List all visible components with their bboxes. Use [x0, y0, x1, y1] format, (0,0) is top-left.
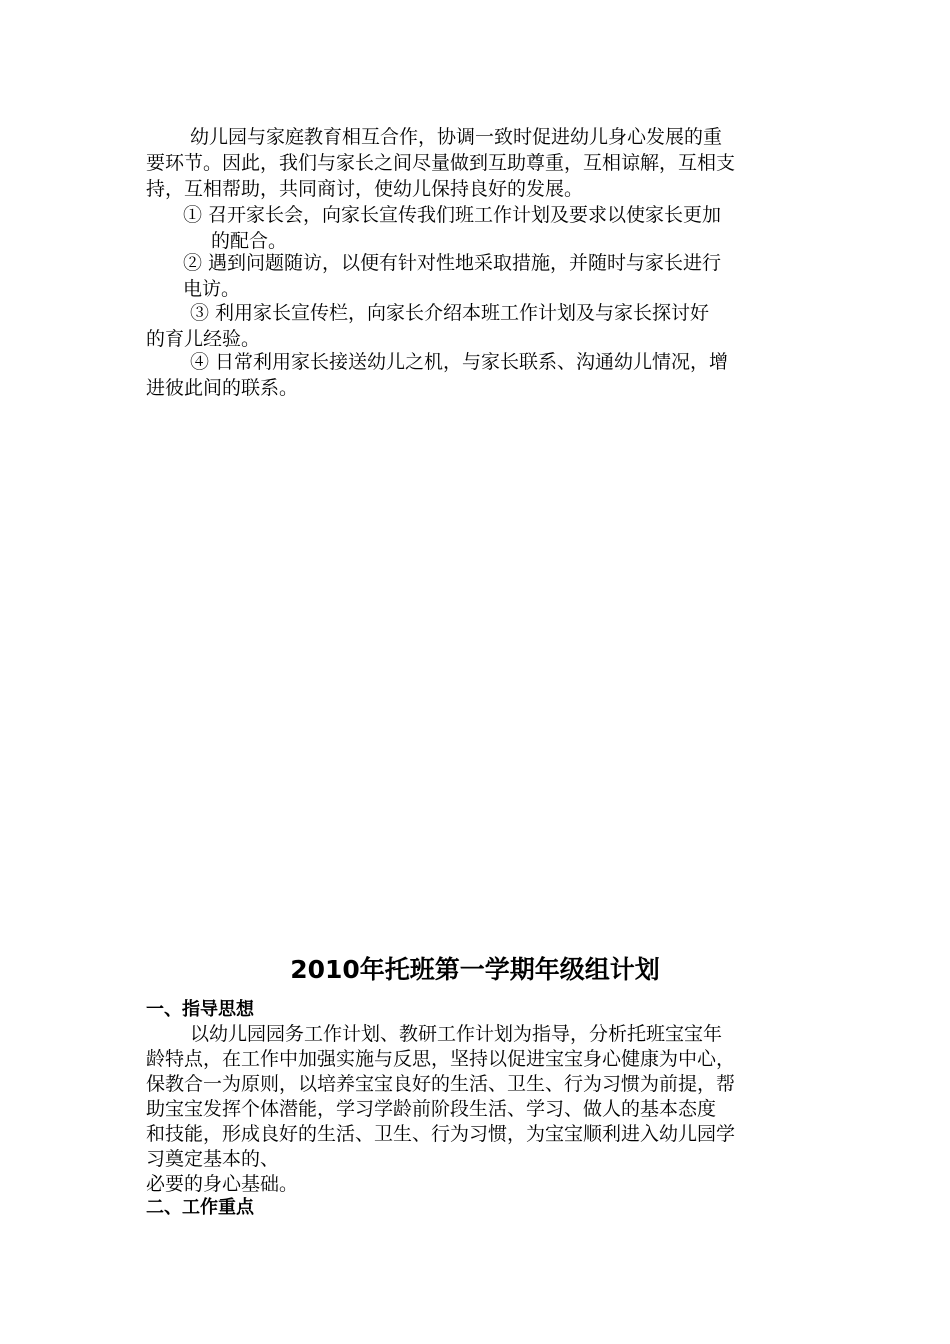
paragraph-line: 持，互相帮助，共同商讨，使幼儿保持良好的发展。: [146, 178, 584, 200]
list-item-3: ③ 利用家长宣传栏，向家长介绍本班工作计划及与家长探讨好: [190, 302, 710, 324]
paragraph-line: 幼儿园与家庭教育相互合作，协调一致时促进幼儿身心发展的重: [190, 126, 723, 148]
paragraph-line: 龄特点，在工作中加强实施与反思，坚持以促进宝宝身心健康为中心，: [146, 1048, 736, 1070]
list-item-4: ④ 日常利用家长接送幼儿之机，与家长联系、沟通幼儿情况，增: [190, 351, 729, 373]
paragraph-line: 助宝宝发挥个体潜能，学习学龄前阶段生活、学习、做人的基本态度: [146, 1098, 717, 1120]
section-heading-guiding-idea: 一、指导思想: [146, 999, 254, 1020]
list-item-4-continued: 进彼此间的联系。: [146, 377, 299, 399]
paragraph-line: 要环节。因此，我们与家长之间尽量做到互助尊重，互相谅解，互相支: [146, 152, 736, 174]
paragraph-line: 保教合一为原则，以培养宝宝良好的生活、卫生、行为习惯为前提，帮: [146, 1073, 736, 1095]
list-item-3-continued: 的育儿经验。: [146, 328, 261, 350]
section-heading-work-focus: 二、工作重点: [146, 1197, 254, 1218]
list-item-2: ② 遇到问题随访，以便有针对性地采取措施，并随时与家长进行: [183, 252, 722, 274]
page-title: 2010年托班第一学期年级组计划: [290, 955, 660, 984]
list-item-1: ① 召开家长会，向家长宣传我们班工作计划及要求以使家长更加: [183, 204, 722, 226]
paragraph-line: 以幼儿园园务工作计划、教研工作计划为指导，分析托班宝宝年: [190, 1023, 723, 1045]
paragraph-line: 习奠定基本的、: [146, 1148, 280, 1170]
paragraph-line: 和技能，形成良好的生活、卫生、行为习惯，为宝宝顺利进入幼儿园学: [146, 1123, 736, 1145]
paragraph-line: 必要的身心基础。: [146, 1173, 299, 1195]
list-item-2-continued: 电访。: [183, 278, 241, 300]
list-item-1-continued: 的配合。: [211, 230, 288, 252]
